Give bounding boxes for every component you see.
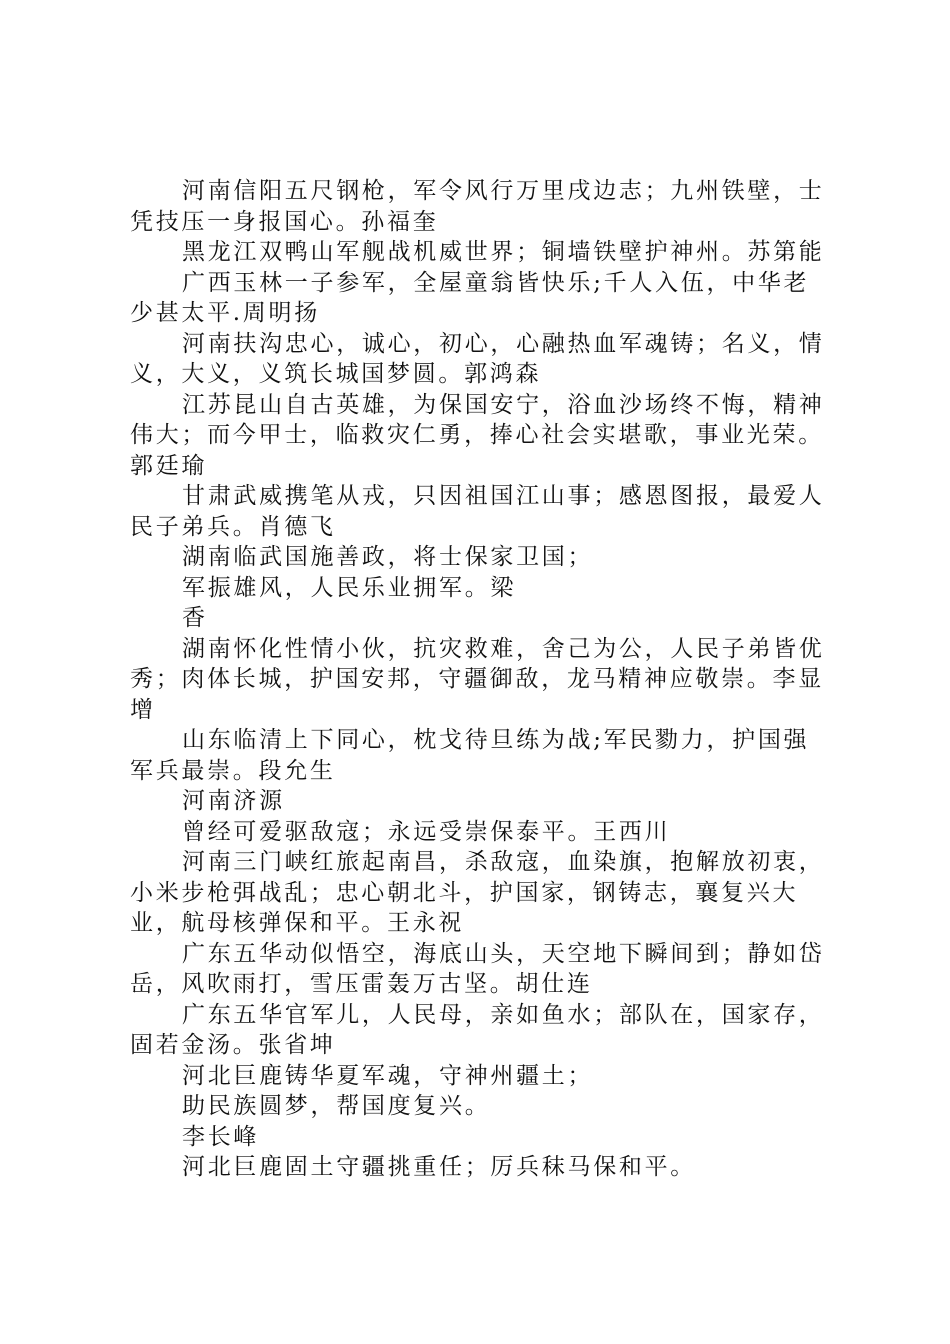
paragraph: 湖南临武国施善政，将士保家卫国；: [182, 544, 594, 570]
couplet-text-body: [130, 176, 830, 1183]
paragraph: 甘肃武威携笔从戎，只因祖国江山事；感恩图报，最爱人民子弟兵。肖德飞: [130, 483, 825, 540]
paragraph: 河北巨鹿固土守疆挑重任；厉兵秣马保和平。: [182, 1154, 696, 1180]
paragraph: 军振雄风，人民乐业拥军。梁: [182, 574, 517, 601]
paragraph: 广东五华官军儿，人民母，亲如鱼水；部队在，国家存，固若金汤。张省坤: [130, 1001, 825, 1058]
paragraph: 助民族圆梦，帮国度复兴。: [182, 1093, 491, 1119]
paragraph: 河南信阳五尺钢枪，军令风行万里戌边志；九州铁壁，士凭技压一身报国心。孙福奎: [130, 178, 825, 235]
paragraph: 香: [182, 605, 208, 631]
paragraph: 李长峰: [182, 1123, 260, 1150]
paragraph: 黑龙江双鸭山军舰战机威世界；铜墙铁壁护神州。苏第能: [182, 239, 825, 265]
paragraph: 曾经可爱驱敌寇；永远受崇保泰平。王西川: [182, 818, 671, 845]
paragraph: 湖南怀化性情小伙，抗灾救难，舍己为公，人民子弟皆优秀；肉体长城，护国安邦，守疆御敌，龙马精神应敬崇。李显增: [130, 635, 825, 723]
paragraph: 河北巨鹿铸华夏军魂，守神州疆土；: [182, 1062, 594, 1089]
paragraph: 广西玉林一子参军，全屋童翁皆快乐;千人入伍，中华老少甚太平.周明扬: [130, 269, 810, 326]
paragraph: 河南济源: [182, 788, 285, 814]
paragraph: 山东临清上下同心，枕戈待旦练为战;军民勠力，护国强军兵最崇。段允生: [130, 727, 810, 784]
paragraph: 河南三门峡红旅起南昌，杀敌寇，血染旗，抱解放初衷，小米步枪弭战乱；忠心朝北斗，护国家，钢铸志，襄复兴大业，航母核弹保和平。王永祝: [130, 849, 825, 936]
paragraph: 河南扶沟忠心，诚心，初心，心融热血军魂铸；名义，情义，大义，义筑长城国梦圆。郭鸿森: [130, 330, 825, 387]
paragraph: 江苏昆山自古英雄，为保国安宁，浴血沙场终不悔，精神伟大；而今甲士，临救灾仁勇，捧心社会实堪歌，事业光荣。郭廷瑜: [130, 391, 825, 479]
paragraph: 广东五华动似悟空，海底山头，天空地下瞬间到；静如岱岳，风吹雨打，雪压雷轰万古坚。胡仕连: [130, 940, 825, 997]
